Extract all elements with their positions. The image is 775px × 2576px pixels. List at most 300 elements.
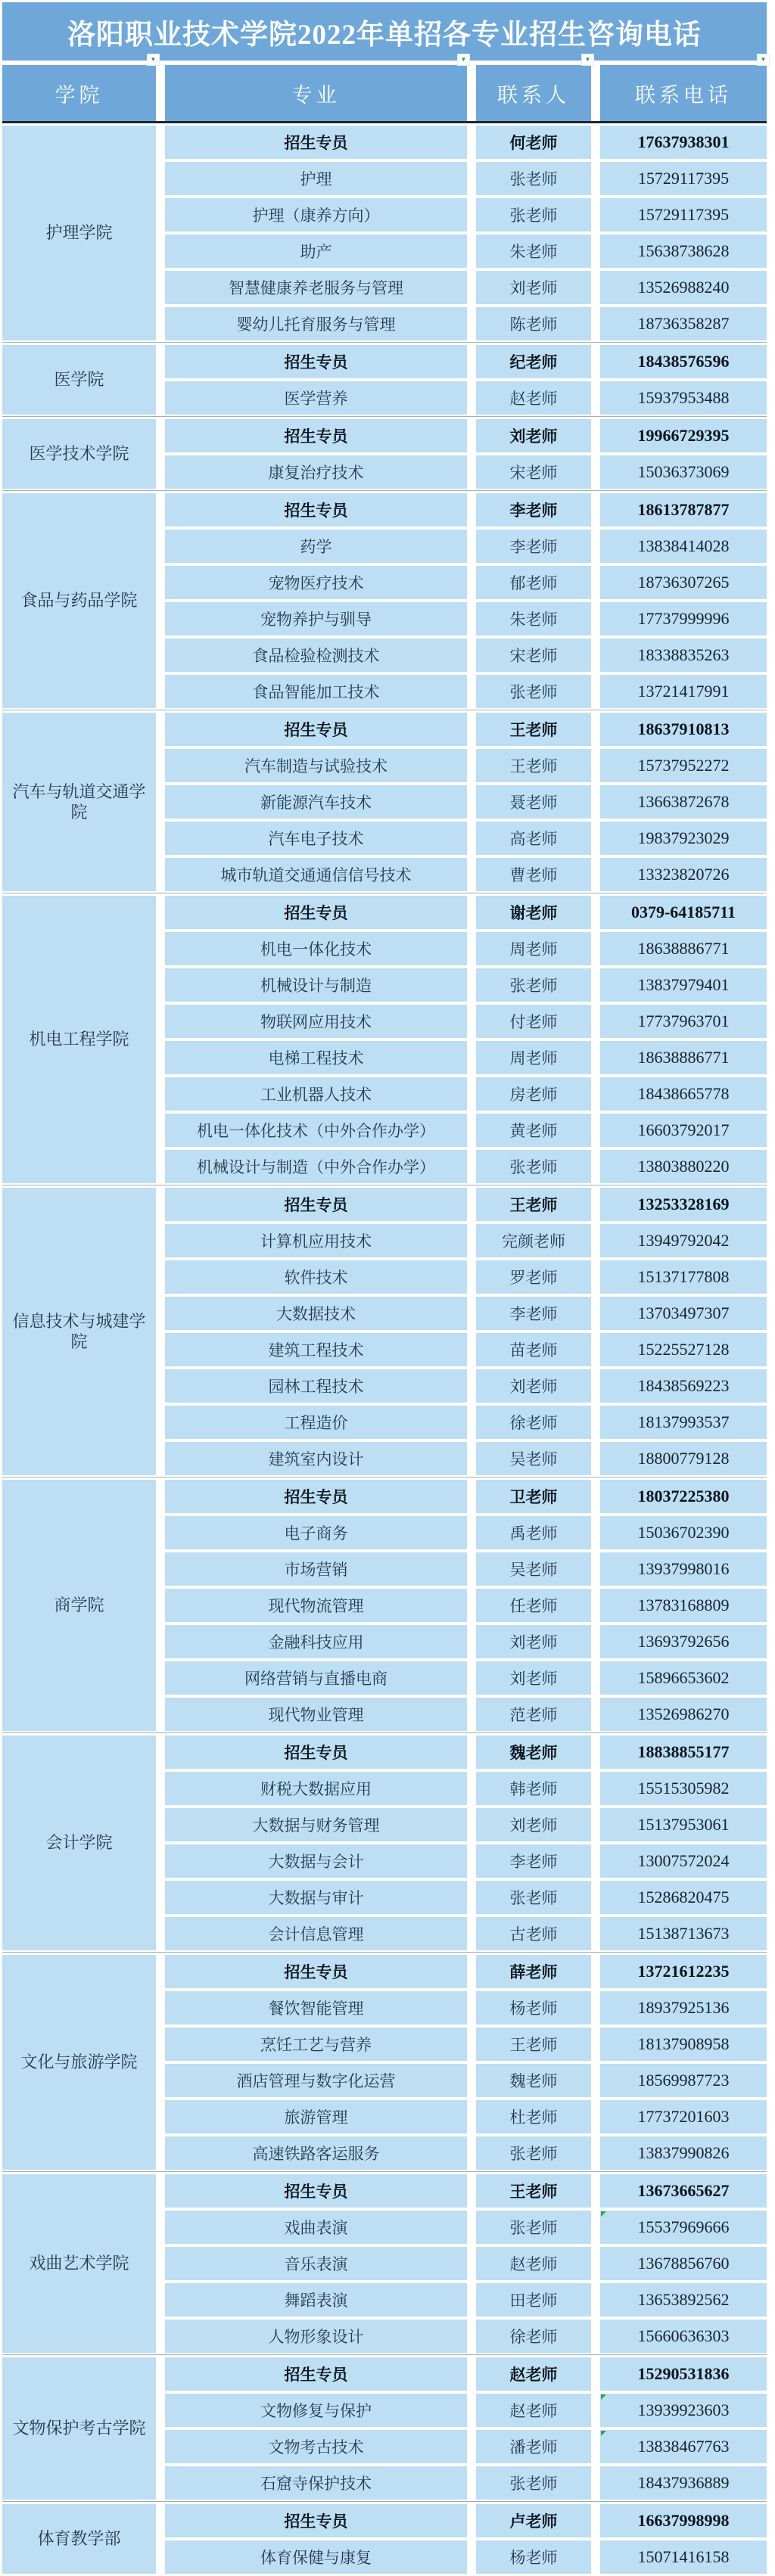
contact-cell: 赵老师	[476, 381, 591, 415]
group-rows	[165, 1955, 767, 2170]
contact-cell: 杜老师	[476, 2100, 591, 2133]
phone-cell: 18800779128	[600, 1442, 767, 1475]
phone-cell: 18637910813	[600, 713, 767, 746]
phone-cell: 18437936889	[600, 2466, 767, 2500]
major-cell: 招生专员	[165, 419, 467, 452]
phone-cell: 18838855177	[600, 1735, 767, 1769]
table-row	[165, 1516, 767, 1549]
phone-cell: 13653892562	[600, 2283, 767, 2317]
table-row	[165, 2504, 767, 2537]
major-cell: 招生专员	[165, 1955, 467, 1988]
major-cell: 汽车制造与试验技术	[165, 749, 467, 782]
table-row	[165, 1041, 767, 1074]
contact-cell: 王老师	[476, 2028, 591, 2061]
table-row	[165, 1150, 767, 1183]
table-row	[165, 2100, 767, 2133]
group-rows	[165, 126, 767, 340]
contact-cell: 李老师	[476, 1297, 591, 1330]
major-cell: 餐饮智能管理	[165, 1991, 467, 2024]
phone-cell: 18638886771	[600, 932, 767, 965]
table-row	[165, 1625, 767, 1658]
table-row	[165, 1881, 767, 1914]
college-group	[2, 710, 767, 891]
major-cell: 建筑室内设计	[165, 1442, 467, 1475]
contact-cell: 黄老师	[476, 1114, 591, 1147]
major-cell: 大数据与财务管理	[165, 1808, 467, 1841]
group-rows	[165, 2174, 767, 2353]
major-cell: 食品检验检测技术	[165, 639, 467, 672]
college-cell: 医学技术学院	[2, 419, 156, 489]
table-row	[165, 602, 767, 635]
table-row	[165, 2247, 767, 2280]
phone-cell: 15729117395	[600, 162, 767, 195]
table-row	[165, 345, 767, 378]
table-row	[165, 932, 767, 965]
phone-cell: 0379-64185711	[600, 896, 767, 929]
phone-cell: 18137908958	[600, 2028, 767, 2061]
major-cell: 市场营销	[165, 1552, 467, 1586]
major-cell: 机械设计与制造	[165, 968, 467, 1002]
table-header-row	[2, 65, 767, 123]
contact-cell: 宋老师	[476, 639, 591, 672]
major-cell: 招生专员	[165, 493, 467, 527]
group-rows	[165, 345, 767, 415]
major-cell: 招生专员	[165, 1188, 467, 1221]
contact-cell: 李老师	[476, 493, 591, 527]
major-cell: 石窟寺保护技术	[165, 2466, 467, 2500]
major-cell: 园林工程技术	[165, 1369, 467, 1403]
major-cell: 电梯工程技术	[165, 1041, 467, 1074]
table-row	[165, 749, 767, 782]
table-row	[165, 1297, 767, 1330]
contact-cell: 张老师	[476, 2136, 591, 2170]
phone-cell: 17637938301	[600, 126, 767, 159]
phone-cell: 15225527128	[600, 1333, 767, 1366]
major-cell: 旅游管理	[165, 2100, 467, 2133]
contact-cell: 王老师	[476, 2174, 591, 2208]
contact-cell: 纪老师	[476, 345, 591, 378]
group-rows	[165, 1735, 767, 1950]
table-row	[165, 2320, 767, 2353]
table-row	[165, 2283, 767, 2317]
table-row	[165, 2028, 767, 2061]
group-rows	[165, 2357, 767, 2500]
contact-cell: 任老师	[476, 1589, 591, 1622]
major-cell: 招生专员	[165, 713, 467, 746]
table-row	[165, 1917, 767, 1950]
table-row	[165, 2211, 767, 2244]
contact-cell: 张老师	[476, 1881, 591, 1914]
contact-cell: 何老师	[476, 126, 591, 159]
major-cell: 招生专员	[165, 2357, 467, 2391]
phone-cell: 18569987723	[600, 2064, 767, 2097]
table-row	[165, 1735, 767, 1769]
contact-cell: 徐老师	[476, 1406, 591, 1439]
major-cell: 护理（康养方向）	[165, 198, 467, 231]
college-group	[2, 2171, 767, 2353]
contact-cell: 刘老师	[476, 271, 591, 304]
college-group	[2, 416, 767, 489]
phone-cell: 15937953488	[600, 381, 767, 415]
contact-cell: 朱老师	[476, 235, 591, 268]
phone-cell: 15036702390	[600, 1516, 767, 1549]
table-row	[165, 2430, 767, 2463]
contact-cell: 张老师	[476, 2466, 591, 2500]
college-cell: 文化与旅游学院	[2, 1955, 156, 2170]
table-row	[165, 1188, 767, 1221]
major-cell: 烹饪工艺与营养	[165, 2028, 467, 2061]
contact-cell: 张老师	[476, 1150, 591, 1183]
contact-cell: 张老师	[476, 968, 591, 1002]
contact-cell: 禹老师	[476, 1516, 591, 1549]
group-rows	[165, 713, 767, 891]
contact-cell: 魏老师	[476, 2064, 591, 2097]
table-row	[165, 2394, 767, 2427]
major-cell: 食品智能加工技术	[165, 675, 467, 708]
phone-cell: 18338835263	[600, 639, 767, 672]
college-group	[2, 1732, 767, 1950]
table-body	[2, 126, 767, 2574]
major-cell: 现代物业管理	[165, 1698, 467, 1731]
contact-cell: 张老师	[476, 162, 591, 195]
phone-cell: 18037225380	[600, 1480, 767, 1513]
phone-cell: 13721417991	[600, 675, 767, 708]
table-row	[165, 381, 767, 415]
major-cell: 招生专员	[165, 1480, 467, 1513]
table-row	[165, 566, 767, 599]
table-row	[165, 1333, 767, 1366]
contact-cell: 付老师	[476, 1005, 591, 1038]
table-row	[165, 896, 767, 929]
table-row	[165, 455, 767, 489]
contact-cell: 刘老师	[476, 419, 591, 452]
phone-cell: 18937925136	[600, 1991, 767, 2024]
phone-cell: 15290531836	[600, 2357, 767, 2391]
table-row	[165, 1698, 767, 1731]
table-row	[165, 1114, 767, 1147]
phone-cell: 13837990826	[600, 2136, 767, 2170]
major-cell: 软件技术	[165, 1260, 467, 1294]
contact-cell: 周老师	[476, 932, 591, 965]
phone-cell: 15660636303	[600, 2320, 767, 2353]
contact-cell: 完颜老师	[476, 1224, 591, 1257]
table-row	[165, 2466, 767, 2500]
contact-cell: 周老师	[476, 1041, 591, 1074]
table-row	[165, 271, 767, 304]
contact-cell: 苗老师	[476, 1333, 591, 1366]
group-rows	[165, 419, 767, 489]
phone-cell: 18438665778	[600, 1077, 767, 1111]
table-row	[165, 1552, 767, 1586]
major-cell: 工程造价	[165, 1406, 467, 1439]
phone-cell: 13939923603	[600, 2394, 767, 2427]
table-row	[165, 785, 767, 819]
phone-cell: 13693792656	[600, 1625, 767, 1658]
phone-cell: 13678856760	[600, 2247, 767, 2280]
table-row	[165, 968, 767, 1002]
contact-cell: 李老师	[476, 530, 591, 563]
major-cell: 机电一体化技术	[165, 932, 467, 965]
filter-arrow-icon: ▼	[150, 56, 157, 63]
phone-cell: 13803880220	[600, 1150, 767, 1183]
college-group	[2, 2354, 767, 2500]
major-cell: 招生专员	[165, 2174, 467, 2208]
phone-cell: 15137177808	[600, 1260, 767, 1294]
contact-cell: 卢老师	[476, 2504, 591, 2537]
table-row	[165, 1406, 767, 1439]
college-group	[2, 342, 767, 415]
contact-cell: 张老师	[476, 675, 591, 708]
college-cell: 信息技术与城建学院	[2, 1188, 156, 1475]
college-cell: 医学院	[2, 345, 156, 415]
contact-cell: 罗老师	[476, 1260, 591, 1294]
contact-cell: 高老师	[476, 822, 591, 855]
table-row	[165, 858, 767, 891]
contact-cell: 陈老师	[476, 307, 591, 340]
phone-cell: 17737963701	[600, 1005, 767, 1038]
contact-cell: 卫老师	[476, 1480, 591, 1513]
filter-arrow-icon: ▼	[584, 56, 591, 63]
phone-cell: 18137993537	[600, 1406, 767, 1439]
phone-cell: 19966729395	[600, 419, 767, 452]
major-cell: 招生专员	[165, 2504, 467, 2537]
table-row	[165, 1260, 767, 1294]
major-cell: 网络营销与直播电商	[165, 1661, 467, 1695]
college-cell: 文物保护考古学院	[2, 2357, 156, 2500]
table-row	[165, 1808, 767, 1841]
phone-cell: 13721612235	[600, 1955, 767, 1988]
table-row	[165, 530, 767, 563]
major-cell: 机电一体化技术（中外合作办学）	[165, 1114, 467, 1147]
column-header-phone: 联系电话	[600, 65, 767, 121]
contact-cell: 聂老师	[476, 785, 591, 819]
table-row	[165, 1955, 767, 1988]
phone-cell: 15137953061	[600, 1808, 767, 1841]
enrollment-phone-table	[2, 2, 767, 2574]
major-cell: 医学营养	[165, 381, 467, 415]
phone-cell: 15036373069	[600, 455, 767, 489]
contact-cell: 宋老师	[476, 455, 591, 489]
phone-cell: 13949792042	[600, 1224, 767, 1257]
table-row	[165, 1224, 767, 1257]
contact-cell: 刘老师	[476, 1661, 591, 1695]
phone-cell: 15737952272	[600, 749, 767, 782]
table-row	[165, 419, 767, 452]
table-row	[165, 639, 767, 672]
contact-cell: 吴老师	[476, 1442, 591, 1475]
phone-cell: 16603792017	[600, 1114, 767, 1147]
contact-cell: 刘老师	[476, 1808, 591, 1841]
filter-button-phone[interactable]	[758, 54, 769, 65]
table-row	[165, 713, 767, 746]
contact-cell: 杨老师	[476, 1991, 591, 2024]
major-cell: 宠物医疗技术	[165, 566, 467, 599]
phone-cell: 13323820726	[600, 858, 767, 891]
table-row	[165, 675, 767, 708]
major-cell: 智慧健康养老服务与管理	[165, 271, 467, 304]
major-cell: 电子商务	[165, 1516, 467, 1549]
major-cell: 舞蹈表演	[165, 2283, 467, 2317]
major-cell: 大数据与审计	[165, 1881, 467, 1914]
major-cell: 招生专员	[165, 345, 467, 378]
college-group	[2, 1477, 767, 1731]
filter-button-college[interactable]	[148, 54, 159, 65]
contact-cell: 田老师	[476, 2283, 591, 2317]
contact-cell: 徐老师	[476, 2320, 591, 2353]
contact-cell: 张老师	[476, 198, 591, 231]
table-row	[165, 822, 767, 855]
table-row	[165, 1480, 767, 1513]
table-row	[165, 2064, 767, 2097]
filter-button-major[interactable]	[458, 54, 469, 65]
major-cell: 财税大数据应用	[165, 1772, 467, 1805]
major-cell: 城市轨道交通通信信号技术	[165, 858, 467, 891]
group-rows	[165, 2504, 767, 2574]
major-cell: 人物形象设计	[165, 2320, 467, 2353]
table-row	[165, 2174, 767, 2208]
phone-cell: 18638886771	[600, 1041, 767, 1074]
column-header-major: 专业	[165, 65, 467, 121]
table-row	[165, 1589, 767, 1622]
major-cell: 文物考古技术	[165, 2430, 467, 2463]
phone-cell: 13838467763	[600, 2430, 767, 2463]
phone-cell: 13663872678	[600, 785, 767, 819]
college-group	[2, 2501, 767, 2574]
table-row	[165, 1369, 767, 1403]
table-row	[165, 1005, 767, 1038]
table-row	[165, 1077, 767, 1111]
contact-cell: 魏老师	[476, 1735, 591, 1769]
column-header-contact: 联系人	[476, 65, 591, 121]
table-row	[165, 1661, 767, 1695]
college-group	[2, 1185, 767, 1475]
phone-cell: 13007572024	[600, 1844, 767, 1878]
college-cell: 护理学院	[2, 126, 156, 340]
phone-cell: 13673665627	[600, 2174, 767, 2208]
major-cell: 宠物养护与驯导	[165, 602, 467, 635]
contact-cell: 房老师	[476, 1077, 591, 1111]
contact-cell: 王老师	[476, 713, 591, 746]
table-row	[165, 493, 767, 527]
major-cell: 招生专员	[165, 126, 467, 159]
phone-cell: 13783168809	[600, 1589, 767, 1622]
contact-cell: 范老师	[476, 1698, 591, 1731]
major-cell: 酒店管理与数字化运营	[165, 2064, 467, 2097]
table-row	[165, 1991, 767, 2024]
major-cell: 文物修复与保护	[165, 2394, 467, 2427]
contact-cell: 薛老师	[476, 1955, 591, 1988]
phone-cell: 16637998998	[600, 2504, 767, 2537]
major-cell: 招生专员	[165, 896, 467, 929]
contact-cell: 王老师	[476, 1188, 591, 1221]
major-cell: 工业机器人技术	[165, 1077, 467, 1111]
filter-arrow-icon: ▼	[760, 56, 767, 63]
table-row	[165, 1772, 767, 1805]
phone-cell: 15729117395	[600, 198, 767, 231]
phone-cell: 18736358287	[600, 307, 767, 340]
college-group	[2, 490, 767, 708]
contact-cell: 赵老师	[476, 2247, 591, 2280]
table-row	[165, 307, 767, 340]
major-cell: 大数据技术	[165, 1297, 467, 1330]
phone-cell: 18613787877	[600, 493, 767, 527]
college-cell: 戏曲艺术学院	[2, 2174, 156, 2353]
major-cell: 计算机应用技术	[165, 1224, 467, 1257]
major-cell: 高速铁路客运服务	[165, 2136, 467, 2170]
college-cell: 食品与药品学院	[2, 493, 156, 708]
major-cell: 婴幼儿托育服务与管理	[165, 307, 467, 340]
college-cell: 汽车与轨道交通学院	[2, 713, 156, 891]
college-group	[2, 126, 767, 340]
page-title: 洛阳职业技术学院2022年单招各专业招生咨询电话	[2, 2, 767, 61]
contact-cell: 曹老师	[476, 858, 591, 891]
phone-cell: 13937998016	[600, 1552, 767, 1586]
college-cell: 会计学院	[2, 1735, 156, 1950]
major-cell: 现代物流管理	[165, 1589, 467, 1622]
college-cell: 商学院	[2, 1480, 156, 1731]
phone-cell: 15071416158	[600, 2540, 767, 2574]
contact-cell: 李老师	[476, 1844, 591, 1878]
phone-cell: 13526986270	[600, 1698, 767, 1731]
table-row	[165, 1442, 767, 1475]
major-cell: 护理	[165, 162, 467, 195]
table-row	[165, 198, 767, 231]
contact-cell: 杨老师	[476, 2540, 591, 2574]
table-row	[165, 1844, 767, 1878]
contact-cell: 刘老师	[476, 1369, 591, 1403]
contact-cell: 张老师	[476, 2211, 591, 2244]
column-header-college: 学院	[2, 65, 156, 121]
major-cell: 戏曲表演	[165, 2211, 467, 2244]
major-cell: 药学	[165, 530, 467, 563]
filter-arrow-icon: ▼	[460, 56, 467, 63]
phone-cell: 18438576596	[600, 345, 767, 378]
phone-cell: 13837979401	[600, 968, 767, 1002]
major-cell: 新能源汽车技术	[165, 785, 467, 819]
major-cell: 体育保健与康复	[165, 2540, 467, 2574]
major-cell: 会计信息管理	[165, 1917, 467, 1950]
phone-cell: 15138713673	[600, 1917, 767, 1950]
contact-cell: 古老师	[476, 1917, 591, 1950]
college-cell: 机电工程学院	[2, 896, 156, 1183]
contact-cell: 刘老师	[476, 1625, 591, 1658]
college-cell: 体育教学部	[2, 2504, 156, 2574]
phone-cell: 15286820475	[600, 1881, 767, 1914]
major-cell: 物联网应用技术	[165, 1005, 467, 1038]
table-row	[165, 2136, 767, 2170]
table-row	[165, 162, 767, 195]
major-cell: 金融科技应用	[165, 1625, 467, 1658]
major-cell: 音乐表演	[165, 2247, 467, 2280]
phone-cell: 18736307265	[600, 566, 767, 599]
major-cell: 建筑工程技术	[165, 1333, 467, 1366]
phone-cell: 13703497307	[600, 1297, 767, 1330]
phone-cell: 17737999996	[600, 602, 767, 635]
college-group	[2, 893, 767, 1183]
filter-button-contact[interactable]	[582, 54, 593, 65]
contact-cell: 郁老师	[476, 566, 591, 599]
contact-cell: 谢老师	[476, 896, 591, 929]
group-rows	[165, 896, 767, 1183]
table-row	[165, 235, 767, 268]
phone-cell: 13253328169	[600, 1188, 767, 1221]
contact-cell: 赵老师	[476, 2357, 591, 2391]
major-cell: 招生专员	[165, 1735, 467, 1769]
contact-cell: 朱老师	[476, 602, 591, 635]
contact-cell: 王老师	[476, 749, 591, 782]
table-row	[165, 126, 767, 159]
major-cell: 大数据与会计	[165, 1844, 467, 1878]
